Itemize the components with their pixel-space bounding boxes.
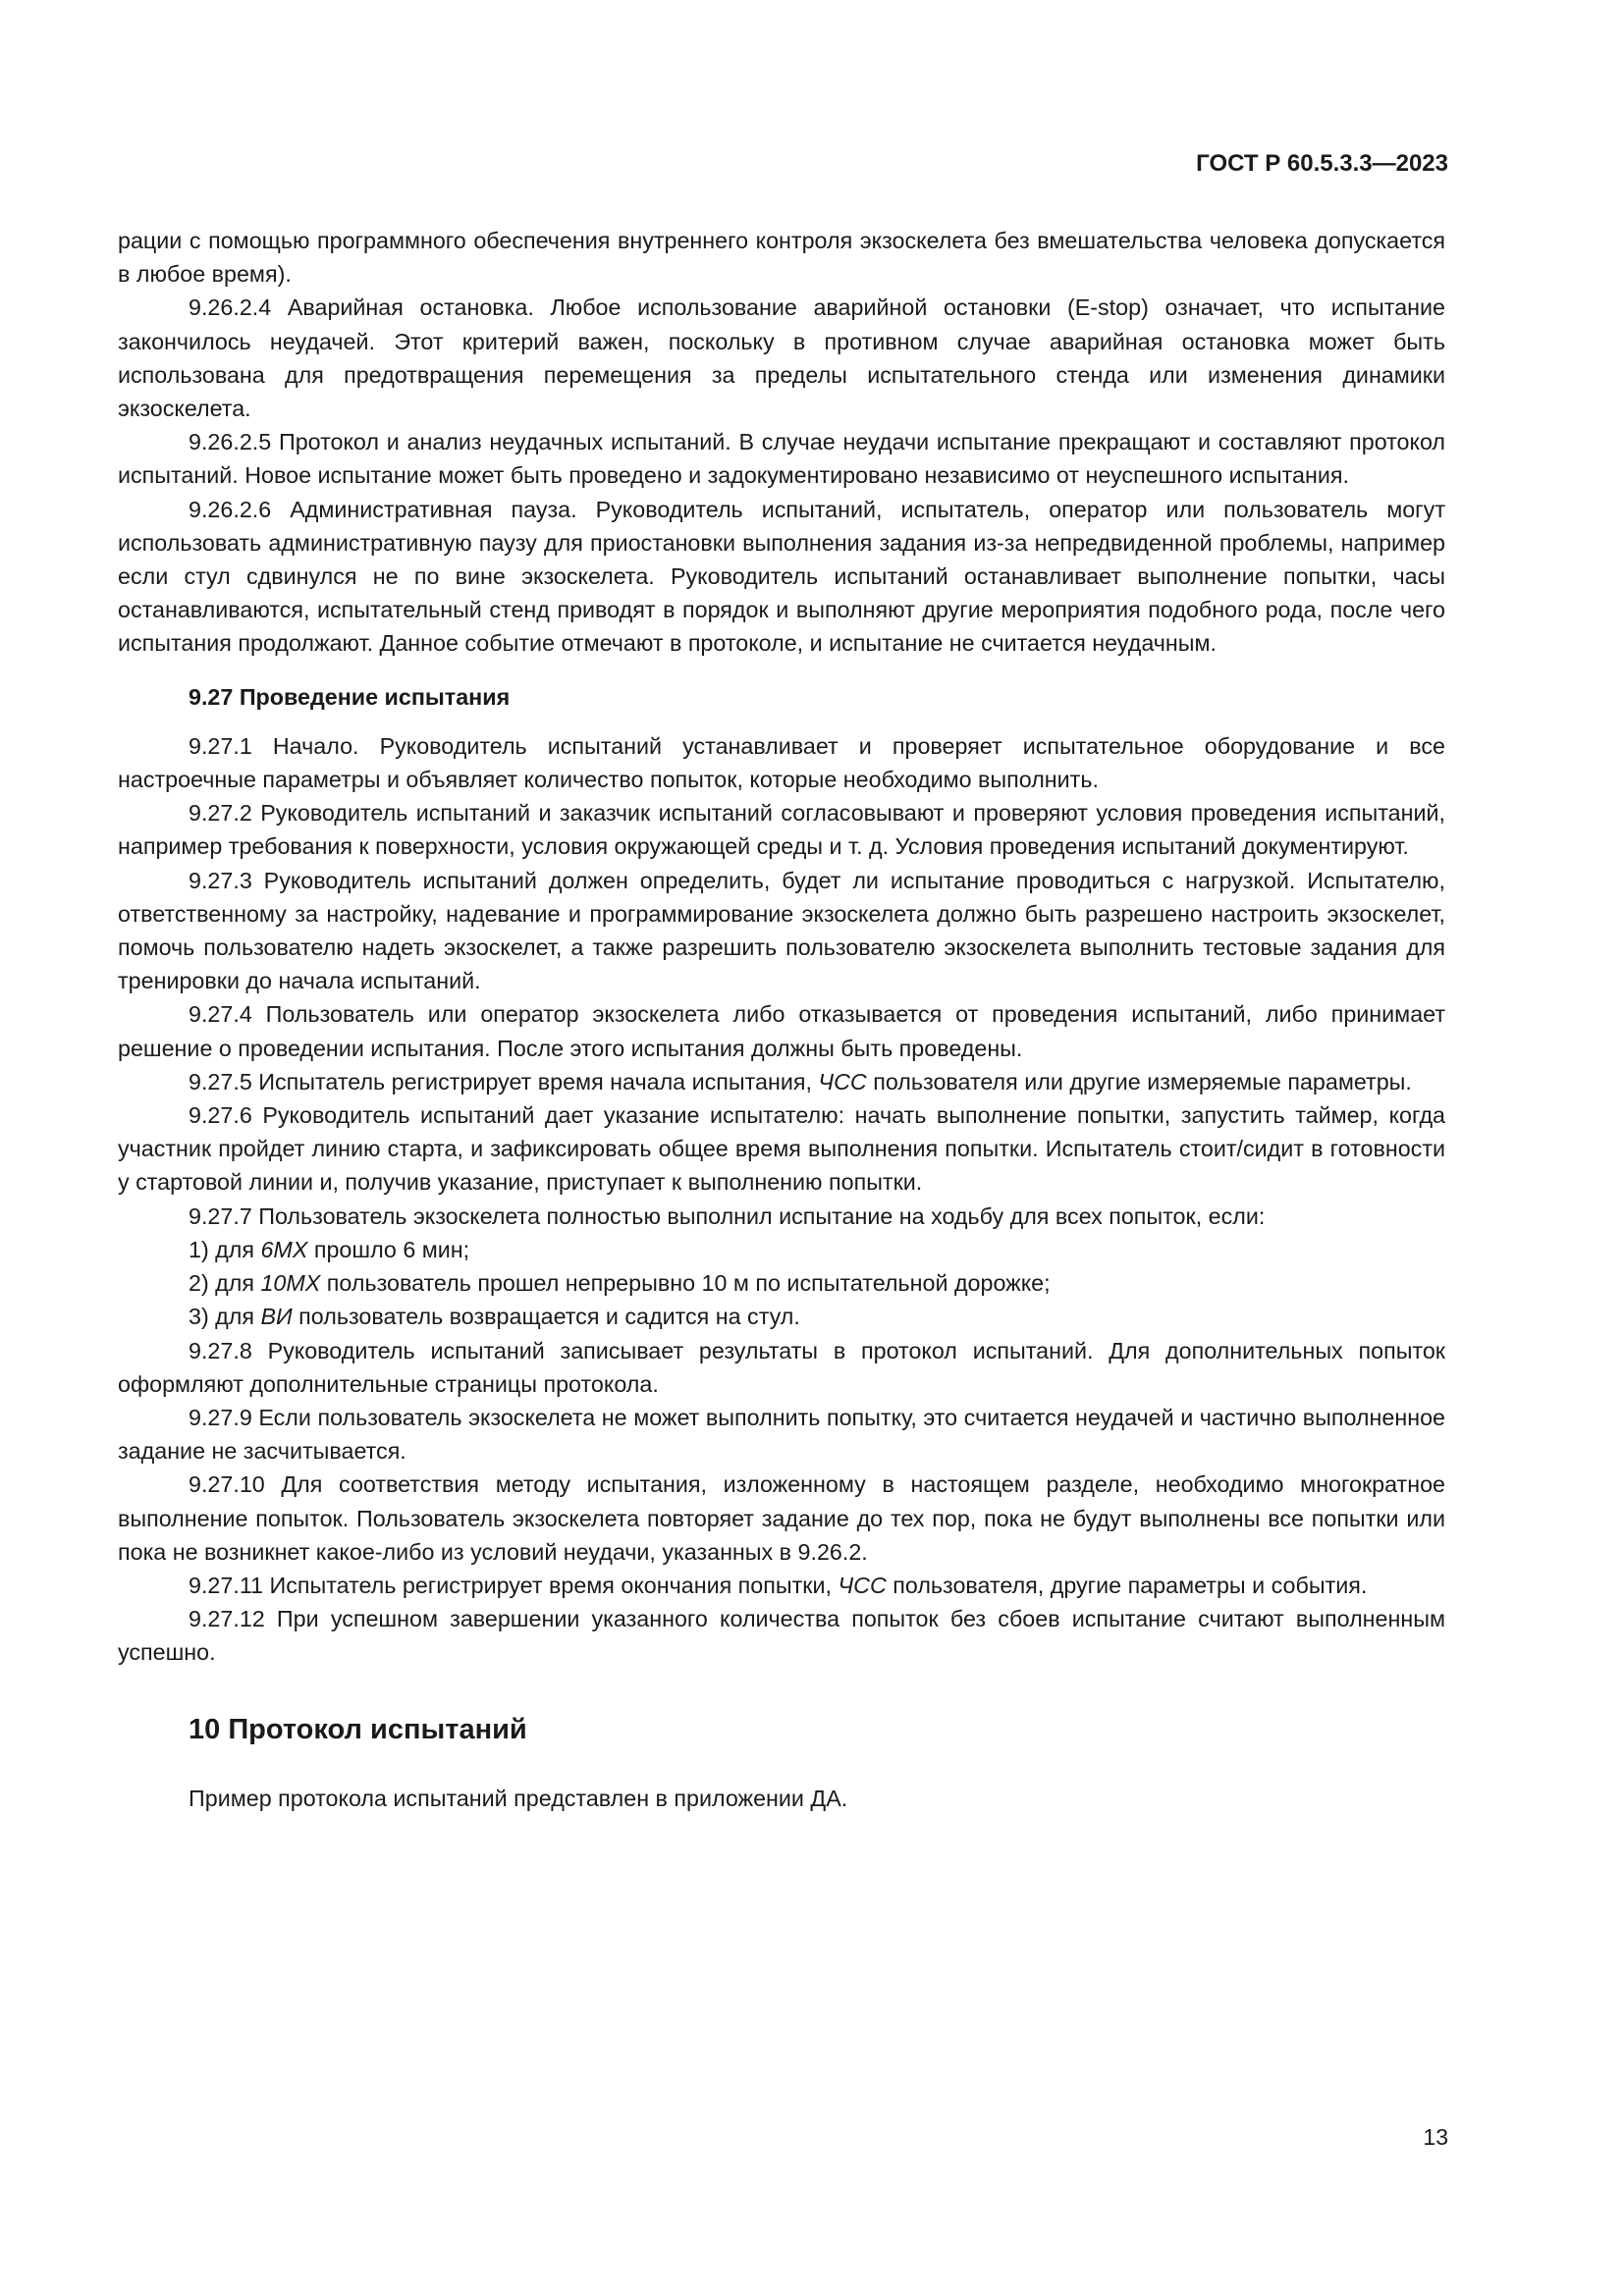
paragraph-9-27-2: 9.27.2 Руководитель испытаний и заказчик испытаний согласовывают и проверяют условия проведения испытаний, например требования к поверхности, условия окружающей среды и т. д. Условия проведения испытаний документируют. [118,800,1445,860]
list-item-2 [118,1266,1445,1300]
paragraph-9-27-9: 9.27.9 Если пользователь экзоскелета не может выполнить попытку, это считается неудачей и частично выполненное задание не засчитывается. [118,1404,1445,1465]
paragraph-9-27-5 [118,1065,1445,1098]
paragraph-9-27-4: 9.27.4 Пользователь или оператор экзоскелета либо отказывается от проведения испытаний, либо принимает решение о проведении испытания. После этого испытания должны быть проведены. [118,1001,1445,1061]
paragraph-9-27-7: 9.27.7 Пользователь экзоскелета полностью выполнил испытание на ходьбу для всех попыток, если: [189,1202,1266,1229]
section-heading-10: 10 Протокол испытаний [189,1713,527,1745]
page-number: 13 [1423,2124,1448,2150]
list-item-2-text-a: 2) для [189,1270,261,1297]
term-6mx: 6МХ [260,1236,308,1262]
term-10mx: 10МХ [260,1270,321,1297]
term-hr: ЧСС [818,1068,867,1095]
list-item-3-text-a: 3) для [189,1304,261,1330]
paragraph-9-26-2-4: 9.26.2.4 Аварийная остановка. Любое использование аварийной остановки (E-stop) означает, что испытание закончилось неудачей. Этот критерий важен, поскольку в противном случае аварийная остановка может быть использована для предотвращения перемещения за пределы испытательного стенда или изменения динамики экзоскелета. [118,294,1445,422]
paragraph-continuation: рации с помощью программного обеспечения внутреннего контроля экзоскелета без вмешательства человека допускается в любое время). [118,228,1445,288]
paragraph-9-27-3: 9.27.3 Руководитель испытаний должен определить, будет ли испытание проводиться с нагрузкой. Испытателю, ответственному за настройку, надевание и программирование экзоскелета должно быть разрешено настроить экзоскелет, помочь пользователю надеть экзоскелет, а также разрешить пользователю экзоскелета выполнить тестовые задания для тренировки до начала испытаний. [118,867,1445,994]
document-header: ГОСТ Р 60.5.3.3—2023 [1196,150,1448,177]
list-item-3-text-b: пользователь возвращается и садится на стул. [292,1304,800,1330]
list-item-1-text-b: прошло 6 мин; [307,1236,470,1262]
paragraph-9-27-5-text-a: 9.27.5 Испытатель регистрирует время начала испытания, [189,1068,819,1095]
section-heading-9-27: 9.27 Проведение испытания [189,683,511,710]
paragraph-9-26-2-5: 9.26.2.5 Протокол и анализ неудачных испытаний. В случае неудачи испытание прекращают и составляют протокол испытаний. Новое испытание может быть проведено и задокументировано независимо от неуспешного испытания. [118,429,1445,489]
paragraph-9-27-11 [118,1569,1445,1602]
paragraph-9-27-8: 9.27.8 Руководитель испытаний записывает результаты в протокол испытаний. Для дополнительных попыток оформляют дополнительные страницы протокола. [118,1337,1445,1397]
paragraph-9-27-11-text-a: 9.27.11 Испытатель регистрирует время окончания попытки, [189,1572,839,1598]
paragraph-9-27-1: 9.27.1 Начало. Руководитель испытаний устанавливает и проверяет испытательное оборудование и все настроечные параметры и объявляет количество попыток, которые необходимо выполнить. [118,732,1445,793]
paragraph-9-26-2-6: 9.26.2.6 Административная пауза. Руководитель испытаний, испытатель, оператор или пользователь могут использовать административную паузу для приостановки выполнения задания из-за непредвиденной проблемы, например если стул сдвинулся не по вине экзоскелета. Руководитель испытаний останавливает выполнение попытки, часы останавливаются, испытательный стенд приводят в порядок и выполняют другие мероприятия подобного рода, после чего испытания продолжают. Данное событие отмечают в протоколе, и испытание не считается неудачным. [118,496,1445,657]
paragraph-9-27-11-text-b: пользователя, другие параметры и события. [886,1572,1368,1598]
list-item-2-text-b: пользователь прошел непрерывно 10 м по испытательной дорожке; [320,1270,1051,1297]
paragraph-9-27-5-text-b: пользователя или другие измеряемые параметры. [866,1068,1412,1095]
paragraph-9-27-6: 9.27.6 Руководитель испытаний дает указание испытателю: начать выполнение попытки, запустить таймер, когда участник пройдет линию старта, и зафиксировать общее время выполнения попытки. Испытатель стоит/сидит в готовности у стартовой линии и, получив указание, приступает к выполнению попытки. [118,1102,1445,1196]
paragraph-9-27-10: 9.27.10 Для соответствия методу испытания, изложенному в настоящем разделе, необходимо многократное выполнение попыток. Пользователь экзоскелета повторяет задание до тех пор, пока не будут выполнены все попытки или пока не возникнет какое-либо из условий неудачи, указанных в 9.26.2. [118,1471,1445,1565]
list-item-1-text-a: 1) для [189,1236,261,1262]
list-item-3 [118,1300,1445,1333]
paragraph-10: Пример протокола испытаний представлен в приложении ДА. [189,1785,848,1811]
list-item-1 [118,1233,1445,1266]
term-vi: ВИ [260,1304,293,1330]
document-body [118,224,1445,1815]
paragraph-9-27-12: 9.27.12 При успешном завершении указанного количества попыток без сбоев испытание считают выполненным успешно. [118,1606,1445,1666]
term-hr-2: ЧСС [838,1572,887,1598]
